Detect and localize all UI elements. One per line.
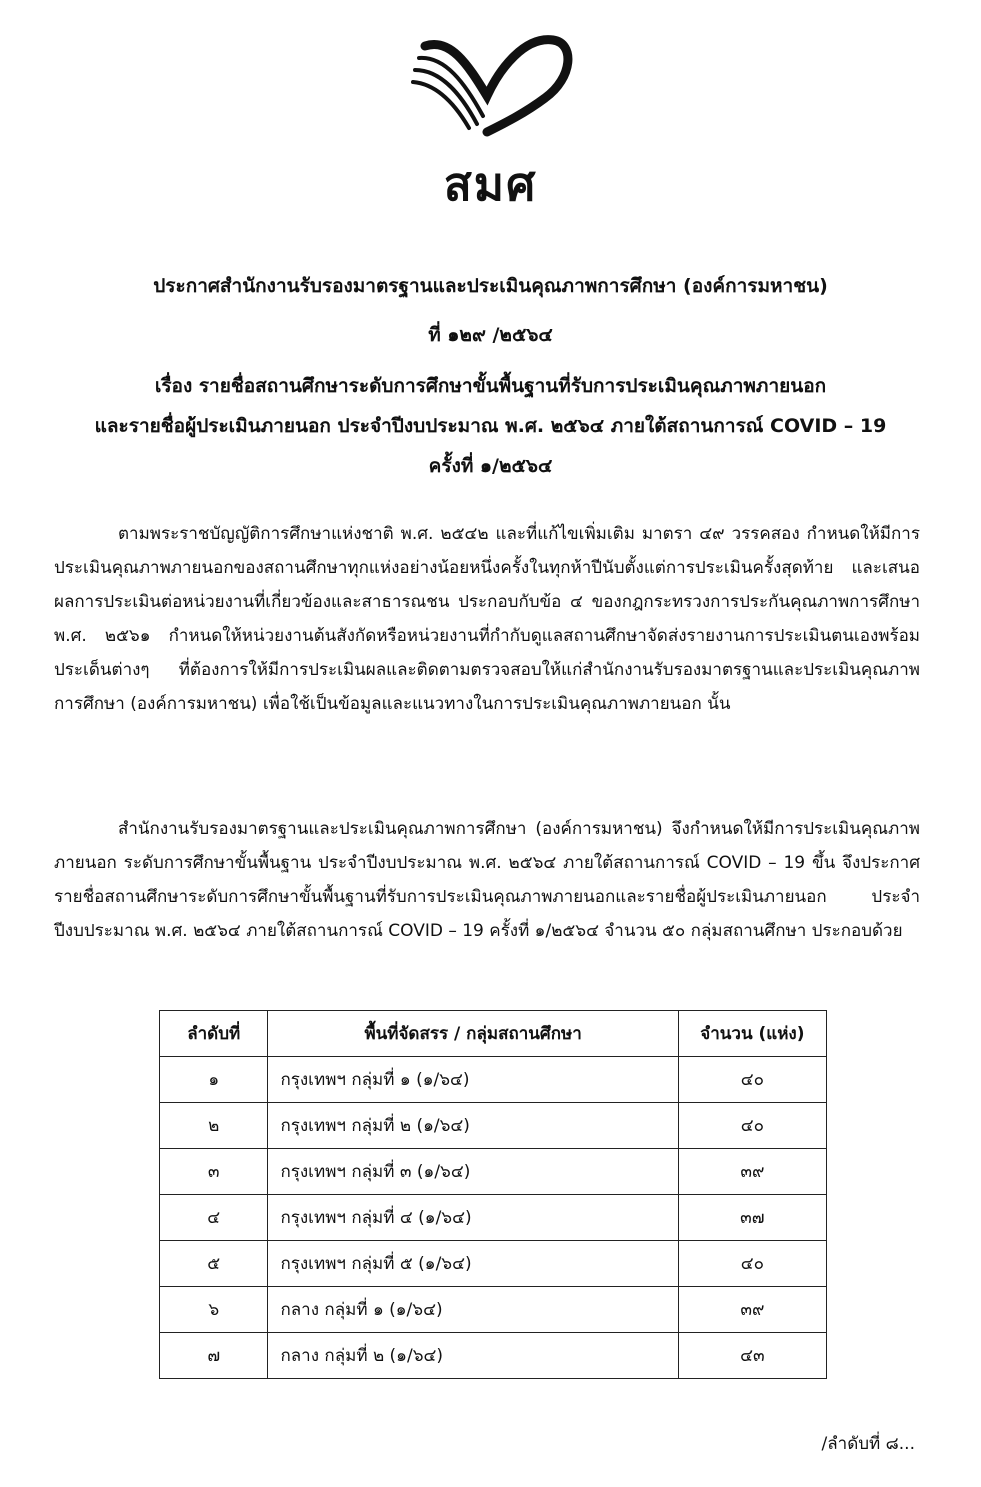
table-row xyxy=(160,1333,827,1379)
row-no: ๒ xyxy=(160,1103,268,1149)
announcement-subject-line2: และรายชื่อผู้ประเมินภายนอก ประจำปีงบประมาณ พ.ศ. ๒๕๖๔ ภายใต้สถานการณ์ COVID – 19 xyxy=(94,415,887,437)
row-group: กรุงเทพฯ กลุ่มที่ ๑ (๑/๖๔) xyxy=(268,1057,678,1103)
row-no: ๑ xyxy=(160,1057,268,1103)
paragraph-2-text: สำนักงานรับรองมาตรฐานและประเมินคุณภาพการศึกษา (องค์การมหาชน) จึงกำหนดให้มีการประเมินคุณภาพภายนอก ระดับการศึกษาขั้นพื้นฐาน ประจำปีงบประมาณ พ.ศ. ๒๕๖๔ ภายใต้สถานการณ์ COVID – 19 ขึ้น จึงประกาศรายชื่อสถานศึกษาระดับการศึกษาขั้นพื้นฐานที่รับการประเมินคุณภาพภายนอกและรายชื่อผู้ประเมินภายนอก ประจำปีงบประมาณ พ.ศ. ๒๕๖๔ ภายใต้สถานการณ์ COVID – 19 ครั้งที่ ๑/๒๕๖๔ จำนวน ๕๐ กลุ่มสถานศึกษา ประกอบด้วย xyxy=(54,819,920,941)
onesqa-heart-ribbon-icon xyxy=(405,28,575,138)
table-row xyxy=(160,1195,827,1241)
table-header-row xyxy=(160,1011,827,1057)
announcement-subject-line3: ครั้งที่ ๑/๒๕๖๔ xyxy=(428,455,553,477)
row-count: ๔๐ xyxy=(678,1103,826,1149)
table-row xyxy=(160,1103,827,1149)
row-group: กรุงเทพฯ กลุ่มที่ ๕ (๑/๖๔) xyxy=(268,1241,678,1287)
logo-wordmark: สมศ xyxy=(443,157,538,211)
row-group: กรุงเทพฯ กลุ่มที่ ๒ (๑/๖๔) xyxy=(268,1103,678,1149)
row-count: ๓๗ xyxy=(678,1195,826,1241)
row-no: ๔ xyxy=(160,1195,268,1241)
table-row xyxy=(160,1241,827,1287)
body-paragraph-1 xyxy=(54,517,920,721)
row-group: กรุงเทพฯ กลุ่มที่ ๓ (๑/๖๔) xyxy=(268,1149,678,1195)
table-row xyxy=(160,1149,827,1195)
row-count: ๔๐ xyxy=(678,1057,826,1103)
row-no: ๓ xyxy=(160,1149,268,1195)
row-count: ๔๓ xyxy=(678,1333,826,1379)
table-row xyxy=(160,1287,827,1333)
row-group: กรุงเทพฯ กลุ่มที่ ๔ (๑/๖๔) xyxy=(268,1195,678,1241)
paragraph-1-text: ตามพระราชบัญญัติการศึกษาแห่งชาติ พ.ศ. ๒๕๔๒ และที่แก้ไขเพิ่มเติม มาตรา ๔๙ วรรคสอง กำหนดให้มีการประเมินคุณภาพภายนอกของสถานศึกษาทุกแห่งอย่างน้อยหนึ่งครั้งในทุกห้าปีนับตั้งแต่การประเมินครั้งสุดท้าย และเสนอผลการประเมินต่อหน่วยงานที่เกี่ยวข้องและสาธารณชน ประกอบกับข้อ ๔ ของกฎกระทรวงการประกันคุณภาพการศึกษา พ.ศ. ๒๕๖๑ กำหนดให้หน่วยงานต้นสังกัดหรือหน่วยงานที่กำกับดูแลสถานศึกษาจัดส่งรายงานการประเมินตนเองพร้อมประเด็นต่างๆ ที่ต้องการให้มีการประเมินผลและติดตามตรวจสอบให้แก่สำนักงานรับรองมาตรฐานและประเมินคุณภาพการศึกษา (องค์การมหาชน) เพื่อใช้เป็นข้อมูลและแนวทางในการประเมินคุณภาพภายนอก นั้น xyxy=(54,524,920,714)
announcement-subject-line1: เรื่อง รายชื่อสถานศึกษาระดับการศึกษาขั้นพื้นฐานที่รับการประเมินคุณภาพภายนอก xyxy=(154,375,827,397)
row-no: ๕ xyxy=(160,1241,268,1287)
body-paragraph-2 xyxy=(54,812,920,948)
header-count: จำนวน (แห่ง) xyxy=(678,1011,826,1057)
school-group-table xyxy=(159,1010,827,1379)
row-count: ๓๙ xyxy=(678,1287,826,1333)
row-count: ๔๐ xyxy=(678,1241,826,1287)
row-no: ๗ xyxy=(160,1333,268,1379)
header-group: พื้นที่จัดสรร / กลุ่มสถานศึกษา xyxy=(268,1011,678,1057)
page-continuation: /ลำดับที่ ๘... xyxy=(821,1434,915,1454)
row-group: กลาง กลุ่มที่ ๑ (๑/๖๔) xyxy=(268,1287,678,1333)
row-no: ๖ xyxy=(160,1287,268,1333)
table-row xyxy=(160,1057,827,1103)
row-count: ๓๙ xyxy=(678,1149,826,1195)
announcement-issuer: ประกาศสำนักงานรับรองมาตรฐานและประเมินคุณภาพการศึกษา (องค์การมหาชน) xyxy=(153,275,828,297)
announcement-number: ที่ ๑๒๙ /๒๕๖๔ xyxy=(428,324,553,346)
header-no: ลำดับที่ xyxy=(160,1011,268,1057)
row-group: กลาง กลุ่มที่ ๒ (๑/๖๔) xyxy=(268,1333,678,1379)
